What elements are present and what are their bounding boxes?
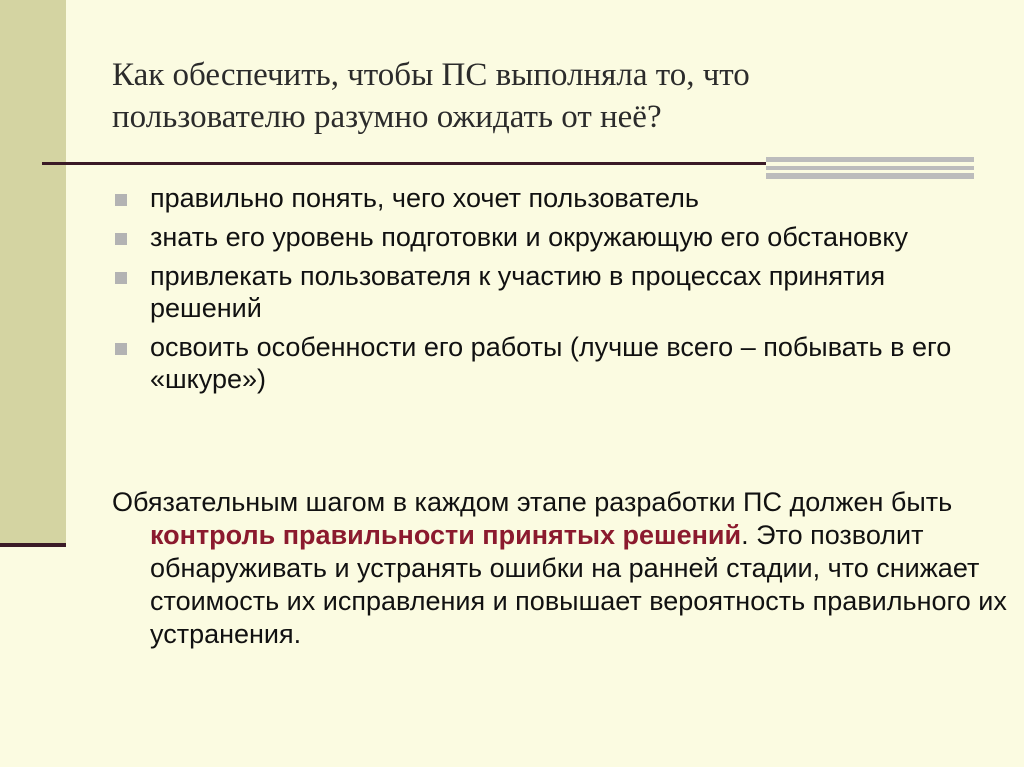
bullet-item	[112, 182, 972, 214]
bullet-list	[112, 182, 972, 402]
paragraph-text-start: Обязательным шагом в каждом этапе разработки ПС должен быть	[112, 487, 953, 517]
bullet-text: правильно понять, чего хочет пользователь	[150, 183, 699, 213]
square-bullet-icon	[115, 233, 127, 245]
bullet-item	[112, 331, 972, 395]
bullet-item	[112, 221, 972, 253]
square-bullet-icon	[115, 194, 127, 206]
side-decoration-strip	[0, 0, 66, 545]
slide-title: Как обеспечить, чтобы ПС выполняла то, что пользователю разумно ожидать от неё?	[112, 57, 750, 135]
bullet-text: освоить особенности его работы (лучше всего – побывать в его «шкуре»)	[150, 332, 952, 394]
paragraph-text-end: . Это позволит обнаруживать и устранять ошибки на ранней стадии, что снижает стоимость их исправления и повышает вероятность правильного их устранения.	[150, 520, 1007, 649]
bullet-item	[112, 260, 972, 324]
title-decoration-bars	[766, 157, 974, 179]
paragraph-highlight: контроль правильности принятых решений	[150, 520, 742, 550]
square-bullet-icon	[115, 343, 127, 355]
bullet-text: привлекать пользователя к участию в процессах принятия решений	[150, 261, 886, 323]
title-underline	[42, 162, 766, 165]
bullet-text: знать его уровень подготовки и окружающую его обстановку	[150, 222, 908, 252]
side-decoration-rule	[0, 543, 66, 547]
square-bullet-icon	[115, 272, 127, 284]
summary-paragraph	[112, 486, 1010, 651]
